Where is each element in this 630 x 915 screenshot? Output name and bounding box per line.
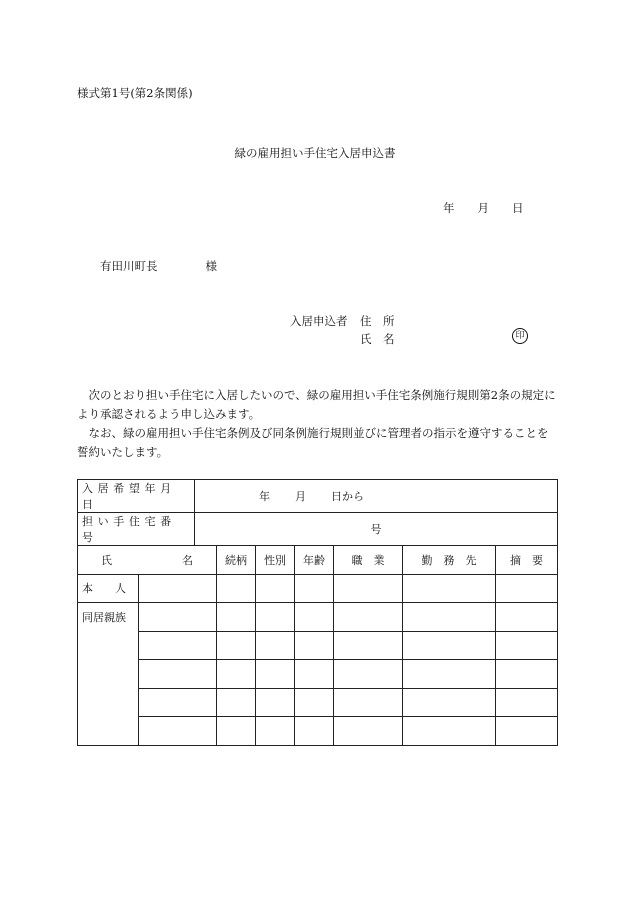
family-row [78, 688, 558, 717]
address-label: 住 所 [360, 314, 395, 328]
date-day: 日 [512, 201, 524, 215]
form-number: 様式第1号(第2条関係) [77, 86, 193, 100]
applicant-label: 入居申込者 [290, 314, 348, 328]
self-relation-cell[interactable] [217, 574, 256, 603]
move-in-value[interactable] [195, 480, 558, 513]
header-row [78, 546, 558, 575]
header-relation: 続柄 [217, 546, 256, 575]
family-age-cell[interactable] [295, 717, 334, 746]
family-name-cell[interactable] [139, 631, 217, 660]
header-sex: 性別 [256, 546, 295, 575]
family-remarks-cell[interactable] [496, 660, 558, 689]
house-number-value[interactable]: 号 [195, 513, 558, 546]
family-workplace-cell[interactable] [403, 603, 496, 632]
self-label: 本 人 [78, 574, 139, 603]
family-relation-cell[interactable] [217, 717, 256, 746]
family-remarks-cell[interactable] [496, 631, 558, 660]
family-age-cell[interactable] [295, 660, 334, 689]
self-workplace-cell[interactable] [403, 574, 496, 603]
house-number-row [78, 513, 558, 546]
family-job-cell[interactable] [334, 603, 403, 632]
move-in-month: 月 [295, 490, 306, 503]
family-workplace-cell[interactable] [403, 688, 496, 717]
name-label: 氏 名 [360, 332, 395, 346]
family-age-cell[interactable] [295, 631, 334, 660]
move-in-label: 入居希望年月日 [78, 480, 195, 513]
family-job-cell[interactable] [334, 688, 403, 717]
self-row [78, 574, 558, 603]
date-line [443, 200, 524, 216]
family-job-cell[interactable] [334, 631, 403, 660]
family-remarks-cell[interactable] [496, 688, 558, 717]
family-remarks-cell[interactable] [496, 603, 558, 632]
move-in-day-from: 日から [331, 490, 364, 503]
family-name-cell[interactable] [139, 688, 217, 717]
family-age-cell[interactable] [295, 688, 334, 717]
family-job-cell[interactable] [334, 660, 403, 689]
family-sex-cell[interactable] [256, 717, 295, 746]
addressee-honorific: 様 [205, 259, 217, 273]
move-in-year: 年 [259, 490, 270, 503]
family-row [78, 717, 558, 746]
family-relation-cell[interactable] [217, 631, 256, 660]
family-job-cell[interactable] [334, 717, 403, 746]
date-month: 月 [477, 201, 489, 215]
application-paragraph: 次のとおり担い手住宅に入居したいので、緑の雇用担い手住宅条例施行規則第2条の規定により承認されるよう申し込みます。 [77, 388, 556, 421]
self-age-cell[interactable] [295, 574, 334, 603]
family-name-cell[interactable] [139, 603, 217, 632]
family-sex-cell[interactable] [256, 603, 295, 632]
header-name-b: 名 [182, 553, 193, 567]
family-workplace-cell[interactable] [403, 660, 496, 689]
family-sex-cell[interactable] [256, 688, 295, 717]
pledge-paragraph: なお、緑の雇用担い手住宅条例及び同条例施行規則並びに管理者の指示を遵守することを誓約いたします。 [77, 426, 549, 459]
family-workplace-cell[interactable] [403, 631, 496, 660]
self-sex-cell[interactable] [256, 574, 295, 603]
self-remarks-cell[interactable] [496, 574, 558, 603]
family-name-cell[interactable] [139, 660, 217, 689]
house-number-label: 担い手住宅番号 [78, 513, 195, 546]
family-label: 同居親族 [78, 603, 139, 746]
date-year: 年 [443, 201, 455, 215]
family-name-cell[interactable] [139, 717, 217, 746]
family-sex-cell[interactable] [256, 631, 295, 660]
family-relation-cell[interactable] [217, 603, 256, 632]
header-remarks: 摘 要 [496, 546, 558, 575]
move-in-row [78, 480, 558, 513]
family-row [78, 660, 558, 689]
family-sex-cell[interactable] [256, 660, 295, 689]
family-workplace-cell[interactable] [403, 717, 496, 746]
addressee [100, 258, 217, 274]
family-row [78, 631, 558, 660]
self-job-cell[interactable] [334, 574, 403, 603]
addressee-name: 有田川町長 [100, 259, 158, 273]
family-relation-cell[interactable] [217, 660, 256, 689]
document-title: 緑の雇用担い手住宅入居申込書 [234, 146, 396, 160]
header-age: 年齢 [295, 546, 334, 575]
header-name-a: 氏 [101, 553, 112, 567]
header-workplace: 勤 務 先 [403, 546, 496, 575]
application-table [77, 479, 558, 746]
self-name-cell[interactable] [139, 574, 217, 603]
family-age-cell[interactable] [295, 603, 334, 632]
seal-mark: 印 [512, 328, 528, 344]
family-remarks-cell[interactable] [496, 717, 558, 746]
header-name [78, 546, 217, 575]
family-relation-cell[interactable] [217, 688, 256, 717]
family-row [78, 603, 558, 632]
header-job: 職 業 [334, 546, 403, 575]
